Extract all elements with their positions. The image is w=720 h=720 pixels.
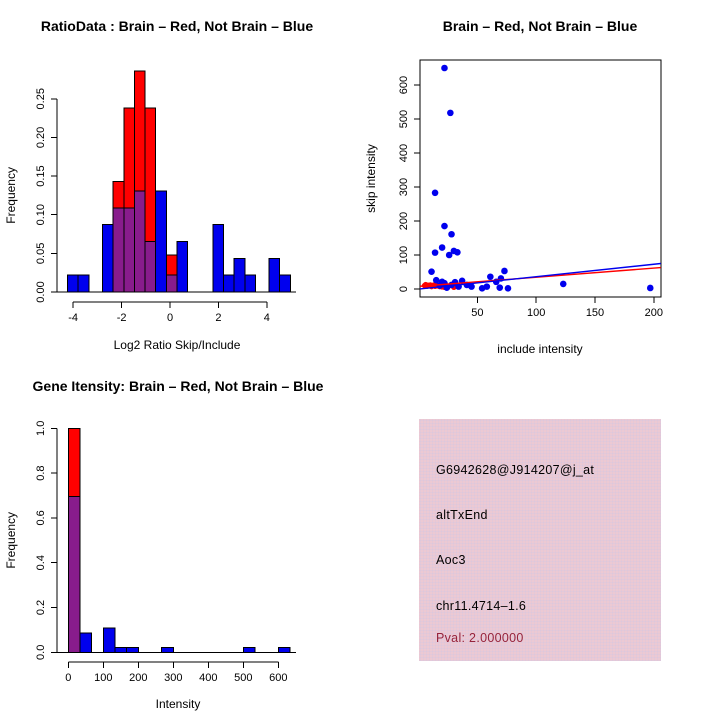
x-tick-label: 600 bbox=[269, 672, 288, 684]
info-panel bbox=[419, 419, 661, 661]
chart-title: RatioData : Brain – Red, Not Brain – Blue bbox=[40, 18, 314, 34]
chart-title: Brain – Red, Not Brain – Blue bbox=[442, 18, 638, 34]
y-tick-label: 0.15 bbox=[35, 165, 47, 187]
bar-overlap bbox=[124, 208, 135, 292]
y-tick-label: 0.0 bbox=[35, 644, 47, 660]
x-tick-label: 100 bbox=[94, 672, 113, 684]
point-not-brain bbox=[487, 273, 494, 280]
points-not-brain bbox=[428, 65, 653, 292]
bar-not-brain bbox=[103, 628, 115, 652]
point-not-brain bbox=[505, 285, 512, 292]
point-not-brain bbox=[448, 231, 455, 238]
point-not-brain bbox=[447, 110, 454, 117]
ratio-histogram-panel bbox=[0, 0, 360, 360]
y-tick-label: 0.20 bbox=[35, 126, 47, 149]
histogram-bars bbox=[68, 428, 290, 652]
y-tick-label: 0.4 bbox=[35, 555, 47, 571]
x-tick-label: 400 bbox=[199, 672, 218, 684]
x-axis-label: Log2 Ratio Skip/Include bbox=[113, 338, 241, 352]
point-not-brain bbox=[441, 223, 448, 230]
bar-overlap bbox=[68, 496, 80, 652]
x-tick-label: 200 bbox=[129, 672, 148, 684]
y-tick-label: 500 bbox=[398, 109, 410, 129]
chart-title: Gene Itensity: Brain – Red, Not Brain – Blue bbox=[32, 378, 324, 394]
y-tick-label: 0.00 bbox=[35, 281, 47, 303]
x-tick-label: 150 bbox=[585, 307, 605, 319]
plot-box bbox=[420, 60, 661, 297]
bar-not-brain bbox=[280, 275, 291, 292]
gene-intensity-histogram-panel bbox=[0, 360, 360, 720]
bar-not-brain bbox=[68, 275, 79, 292]
point-not-brain bbox=[560, 281, 567, 288]
splice-type-text: altTxEnd bbox=[436, 508, 488, 522]
y-axis-label: Frequency bbox=[4, 511, 18, 569]
fit-line-not_brain bbox=[420, 264, 661, 290]
y-tick-label: 0.2 bbox=[35, 599, 47, 616]
x-axis bbox=[65, 662, 287, 684]
x-tick-label: -2 bbox=[116, 312, 127, 324]
bar-overlap bbox=[145, 242, 156, 292]
x-axis bbox=[68, 302, 270, 324]
bar-not-brain bbox=[213, 225, 224, 292]
x-axis-label: include intensity bbox=[497, 342, 583, 356]
bar-not-brain bbox=[243, 647, 255, 652]
gene-name-text: Aoc3 bbox=[436, 553, 466, 567]
bar-not-brain bbox=[245, 275, 256, 292]
bar-not-brain bbox=[234, 258, 245, 292]
x-tick-label: 2 bbox=[215, 312, 222, 324]
bar-not-brain bbox=[127, 647, 139, 652]
y-axis bbox=[35, 88, 57, 303]
point-not-brain bbox=[647, 285, 654, 292]
x-tick-label: 0 bbox=[166, 312, 174, 324]
y-tick-label: 0.10 bbox=[35, 203, 47, 226]
bar-not-brain bbox=[278, 647, 290, 652]
bar-overlap bbox=[113, 208, 124, 292]
x-tick-label: 300 bbox=[164, 672, 183, 684]
y-axis bbox=[398, 76, 420, 292]
bar-not-brain bbox=[102, 225, 113, 292]
bar-overlap bbox=[166, 275, 177, 292]
probe-id-text: G6942628@J914207@j_at bbox=[436, 463, 595, 477]
point-not-brain bbox=[433, 277, 440, 284]
point-not-brain bbox=[439, 244, 446, 251]
point-not-brain bbox=[496, 284, 503, 291]
bar-not-brain bbox=[80, 633, 92, 652]
x-tick-label: -4 bbox=[68, 312, 79, 324]
y-tick-label: 100 bbox=[398, 245, 410, 265]
point-not-brain bbox=[432, 249, 439, 256]
bar-not-brain bbox=[269, 258, 280, 292]
y-axis bbox=[35, 421, 57, 660]
bar-not-brain bbox=[156, 191, 167, 292]
x-tick-label: 50 bbox=[471, 307, 484, 319]
pval-text: Pval: 2.000000 bbox=[436, 631, 524, 645]
intensity-scatter-panel bbox=[360, 0, 720, 360]
y-tick-label: 1.0 bbox=[35, 420, 47, 436]
bar-overlap bbox=[134, 191, 145, 292]
y-tick-label: 0.6 bbox=[35, 510, 47, 526]
x-axis bbox=[471, 297, 663, 319]
y-tick-label: 600 bbox=[398, 75, 410, 95]
point-not-brain bbox=[454, 249, 461, 256]
x-tick-label: 500 bbox=[234, 672, 253, 684]
y-axis-label: Frequency bbox=[4, 167, 18, 224]
x-tick-label: 0 bbox=[65, 672, 72, 684]
histogram-bars bbox=[68, 71, 291, 292]
bar-not-brain bbox=[224, 275, 235, 292]
location-text: chr11.4714–1.6 bbox=[436, 599, 527, 613]
y-tick-label: 300 bbox=[398, 177, 410, 197]
point-not-brain bbox=[441, 65, 448, 72]
y-tick-label: 400 bbox=[398, 143, 410, 163]
point-not-brain bbox=[501, 268, 508, 275]
y-tick-label: 0 bbox=[398, 285, 410, 293]
x-tick-label: 200 bbox=[644, 307, 663, 319]
y-axis-label: skip intensity bbox=[364, 144, 378, 213]
bar-not-brain bbox=[115, 647, 127, 652]
y-tick-label: 0.05 bbox=[35, 242, 47, 265]
x-axis-label: Intensity bbox=[155, 697, 201, 711]
y-tick-label: 200 bbox=[398, 211, 410, 231]
x-tick-label: 4 bbox=[263, 312, 270, 324]
x-tick-label: 100 bbox=[527, 307, 546, 319]
bar-not-brain bbox=[78, 275, 89, 292]
point-not-brain bbox=[432, 189, 439, 196]
y-tick-label: 0.8 bbox=[35, 465, 47, 481]
bar-not-brain bbox=[162, 647, 174, 652]
point-not-brain bbox=[428, 268, 435, 275]
y-tick-label: 0.25 bbox=[35, 88, 47, 110]
point-not-brain bbox=[484, 283, 491, 290]
bar-not-brain bbox=[177, 242, 188, 292]
